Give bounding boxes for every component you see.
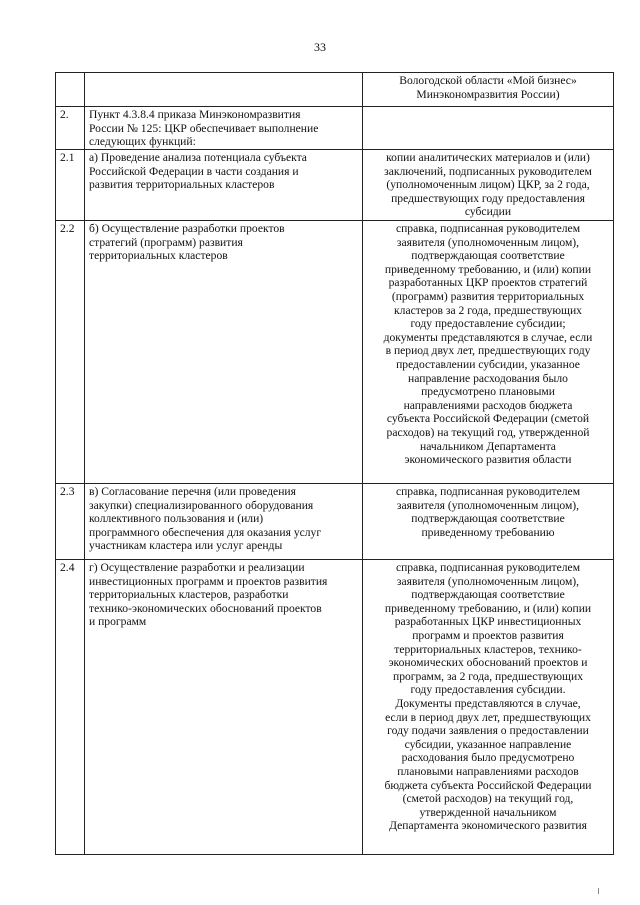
table-row (56, 107, 614, 150)
documents-cell (363, 221, 614, 484)
page-number: 33 (314, 40, 326, 54)
documents-cell (363, 107, 614, 150)
documents-cell (363, 484, 614, 560)
row-number: 2.3 (60, 485, 75, 498)
documents-text: справка, подписанная руководителем заявителя (уполномоченным лицом), подтверждающая соответствие приведенному требованию (395, 485, 581, 539)
row-number: 2.2 (60, 222, 75, 235)
table-row (56, 221, 614, 484)
documents-text: Вологодской области «Мой бизнес» Минэкономразвития России) (399, 74, 577, 101)
requirement-text: г) Осуществление разработки и реализации инвестиционных программ и проектов развития территориальных кластеров, разработки технико-экономических обоснований проектов и программ (89, 561, 328, 629)
documents-cell (363, 73, 614, 107)
scan-mark (598, 888, 599, 894)
row-number: 2.4 (60, 561, 75, 574)
requirement-cell (85, 560, 363, 855)
row-number-cell (56, 73, 85, 107)
requirement-text: а) Проведение анализа потенциала субъекта Российской Федерации в части создания и развития территориальных кластеров (89, 151, 307, 192)
table-row (56, 73, 614, 107)
row-number-cell (56, 484, 85, 560)
requirement-cell (85, 150, 363, 221)
requirement-cell (85, 484, 363, 560)
requirements-table (55, 72, 614, 855)
row-number-cell (56, 150, 85, 221)
table-row (56, 484, 614, 560)
documents-text: справка, подписанная руководителем заявителя (уполномоченным лицом), подтверждающая соответствие приведенному требованию, и (или) копии разработанных ЦКР инвестиционных программ и проектов развития территориальных кластеров, технико- экономических обоснований проектов и программ, за 2 года, предшествующих году предоставления субсидии. Документы представляются в случае, если в период двух лет, предшествующих году подачи заявления о предоставлении субсидии, указанное направление расходования было предусмотрено плановыми направлениями расходов бюджета субъекта Российской Федерации (сметой расходов) на текущий год, утвержденной начальником Департамента экономического развития (384, 561, 592, 833)
requirement-cell (85, 221, 363, 484)
documents-text: копии аналитических материалов и (или) заключений, подписанных руководителем (уполномоченным лицом) ЦКР, за 2 года, предшествующих году предоставления субсидии (384, 151, 592, 219)
requirement-text: б) Осуществление разработки проектов стратегий (программ) развития территориальных кластеров (89, 222, 285, 263)
table-row (56, 150, 614, 221)
row-number-cell (56, 107, 85, 150)
requirement-text: в) Согласование перечня (или проведения закупки) специализированного оборудования коллективного пользования и (или) программного обеспечения для оказания услуг участникам кластера или услуг аренды (89, 485, 322, 553)
documents-cell (363, 150, 614, 221)
table-row (56, 560, 614, 855)
row-number-cell (56, 221, 85, 484)
requirement-cell (85, 73, 363, 107)
requirement-cell (85, 107, 363, 150)
requirement-text: Пункт 4.3.8.4 приказа Минэкономразвития России № 125: ЦКР обеспечивает выполнение следующих функций: (89, 108, 319, 149)
row-number: 2.1 (60, 151, 75, 164)
row-number: 2. (60, 108, 69, 121)
documents-text: справка, подписанная руководителем заявителя (уполномоченным лицом), подтверждающая соответствие приведенному требованию, и (или) копии разработанных ЦКР проектов стратегий (программ) развития территориальных кластеров за 2 года, предшествующих году предоставление субсидии; документы представляются в случае, если в период двух лет, предшествующих году предоставлении субсидии, указанное направление расходования было предусмотрено плановыми направлениями расходов бюджета субъекта Российской Федерации (сметой расходов) на текущий год, утвержденной начальником Департамента экономического развития области (383, 222, 593, 467)
row-number-cell (56, 560, 85, 855)
documents-cell (363, 560, 614, 855)
